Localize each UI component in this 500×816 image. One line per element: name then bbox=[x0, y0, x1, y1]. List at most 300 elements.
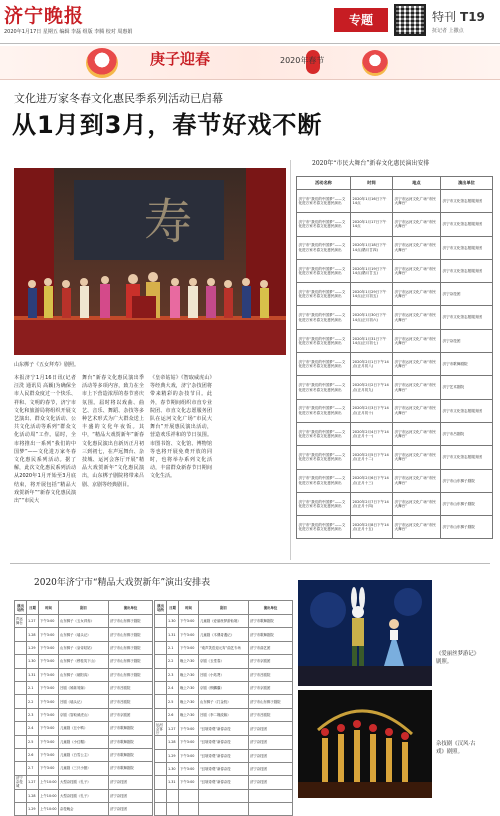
table-cell: 济宁市歌舞剧院 bbox=[249, 615, 293, 628]
table-cell bbox=[155, 762, 167, 775]
table-cell: 2.7 bbox=[27, 762, 39, 775]
table-cell: 2.5 bbox=[167, 695, 179, 708]
table-cell: 京剧《锁麟囊》 bbox=[199, 681, 249, 694]
table-cell: 济宁市运河文化广场“市民大舞台” bbox=[393, 422, 441, 445]
table-cell: 济宁市“我们的中国梦”——文化进万家冬春文化惠民演出 bbox=[297, 399, 351, 422]
table-cell: 1.30 bbox=[167, 762, 179, 775]
table-cell: 济宁市文化馆志愿服务团 bbox=[441, 306, 493, 329]
table-cell: 济宁市文化馆志愿服务团 bbox=[441, 399, 493, 422]
table-row bbox=[155, 628, 293, 641]
table-cell bbox=[155, 641, 167, 654]
table-cell: 济宁杂技团 bbox=[109, 803, 153, 816]
table-cell: 2020年2月1日下午14点(正月初八) bbox=[351, 353, 393, 376]
table-cell: 济宁杂技团 bbox=[249, 762, 293, 775]
table-cell bbox=[155, 803, 167, 816]
table-cell bbox=[15, 708, 27, 721]
table-cell bbox=[155, 776, 167, 789]
table-cell: 上午10:00 bbox=[39, 803, 59, 816]
table-cell bbox=[155, 628, 167, 641]
article-kicker: 文化进万家冬春文化惠民季系列活动已启幕 bbox=[14, 92, 223, 105]
table-cell: 2.2 bbox=[167, 655, 179, 668]
table-cell: 1.29 bbox=[27, 803, 39, 816]
opera-stage-illustration bbox=[14, 168, 286, 355]
page-number: T19 bbox=[460, 10, 485, 24]
table-row bbox=[297, 446, 493, 469]
table-cell: 下午3:00 bbox=[179, 736, 199, 749]
qr-code-pattern bbox=[396, 6, 424, 34]
table-cell: 晚上7:30 bbox=[179, 695, 199, 708]
table-header-cell: 演出场所 bbox=[15, 601, 27, 615]
table-cell: 济宁杂技城 bbox=[15, 775, 27, 789]
table-cell: 1.29 bbox=[167, 749, 179, 762]
table-header-row bbox=[297, 177, 493, 190]
table-cell: 济宁市文化馆志愿服务团 bbox=[441, 236, 493, 259]
table-cell: “幻境奇观”新春杂技 bbox=[199, 722, 249, 736]
table-cell: 1.27 bbox=[167, 722, 179, 736]
table-row bbox=[155, 776, 293, 789]
table-row bbox=[297, 190, 493, 213]
table-cell: 济宁市歌舞剧院 bbox=[249, 628, 293, 641]
table-header-cell: 剧目 bbox=[59, 601, 109, 615]
table-cell bbox=[15, 748, 27, 761]
table-cell: 济宁市运河文化广场“市民大舞台” bbox=[393, 353, 441, 376]
table-cell: 下午3:00 bbox=[179, 628, 199, 641]
table-cell: 2.1 bbox=[27, 681, 39, 694]
table-cell: 济宁市山东梆子剧院 bbox=[441, 516, 493, 539]
table-cell: 济宁市吕剧院 bbox=[441, 422, 493, 445]
table-cell: 济宁市“我们的中国梦”——文化进万家冬春文化惠民演出 bbox=[297, 492, 351, 515]
table-cell: 下午3:00 bbox=[39, 668, 59, 681]
table-row bbox=[155, 722, 293, 736]
table-cell: “欢声笑语迎元宵”曲艺专场 bbox=[199, 641, 249, 654]
table-cell: 济宁市运河文化广场“市民大舞台” bbox=[393, 492, 441, 515]
table-cell bbox=[15, 735, 27, 748]
table-cell: 济宁杂技团 bbox=[249, 776, 293, 789]
table-row bbox=[155, 655, 293, 668]
table-cell: 济宁市运河文化广场“市民大舞台” bbox=[393, 190, 441, 213]
table-cell: 2020年1月18日下午14点(腊月廿四) bbox=[351, 236, 393, 259]
table-cell: “幻境奇观”新春杂技 bbox=[199, 776, 249, 789]
table-cell: 吕剧《墙头记》 bbox=[59, 695, 109, 708]
table-cell: 大型杂技剧《孔子》 bbox=[59, 775, 109, 789]
table-cell: “幻境奇观”新春杂技 bbox=[199, 736, 249, 749]
table-cell: 山东梆子《打金枝》 bbox=[199, 695, 249, 708]
table-cell: 儿童剧《小红帽》 bbox=[59, 735, 109, 748]
table-cell bbox=[179, 789, 199, 802]
table-cell bbox=[15, 722, 27, 735]
table-cell: 济宁市运河文化广场“市民大舞台” bbox=[393, 399, 441, 422]
table-cell: 济宁市“我们的中国梦”——文化进万家冬春文化惠民演出 bbox=[297, 446, 351, 469]
table-cell: 济宁市运河文化广场“市民大舞台” bbox=[393, 236, 441, 259]
table-cell bbox=[15, 695, 27, 708]
table-row bbox=[15, 775, 153, 789]
table-cell: 声远舞台 bbox=[15, 615, 27, 628]
table-row bbox=[297, 259, 493, 282]
table-cell: 济宁市文化馆志愿服务团 bbox=[441, 213, 493, 236]
table-cell: 1.28 bbox=[167, 736, 179, 749]
table-cell: 济宁市歌舞剧院 bbox=[441, 353, 493, 376]
table-cell: 济宁市歌舞剧院 bbox=[109, 748, 153, 761]
alice-stage-photo bbox=[298, 580, 432, 686]
table-cell bbox=[155, 681, 167, 694]
table-cell: 济宁市运河文化广场“市民大舞台” bbox=[393, 446, 441, 469]
table-cell: 济宁市歌舞剧院 bbox=[109, 722, 153, 735]
table-row bbox=[297, 516, 493, 539]
table-cell: 济宁市“我们的中国梦”——文化进万家冬春文化惠民演出 bbox=[297, 283, 351, 306]
table2-title: 2020年济宁市“精品大戏贺新年”演出安排表 bbox=[34, 578, 211, 588]
table-cell: 儿童剧《丑小鸭》 bbox=[59, 722, 109, 735]
table-cell: 1.28 bbox=[27, 628, 39, 641]
table-cell: 下午3:00 bbox=[179, 615, 199, 628]
table-cell: 济宁杂技团 bbox=[109, 789, 153, 802]
table-header-cell: 日期 bbox=[27, 601, 39, 615]
table-row bbox=[155, 615, 293, 628]
table-cell: 下午3:00 bbox=[39, 748, 59, 761]
table-row bbox=[297, 236, 493, 259]
table-row bbox=[155, 789, 293, 802]
table-cell: 2020年1月19日下午14点(腊月廿五) bbox=[351, 259, 393, 282]
table-cell: 1.31 bbox=[27, 668, 39, 681]
table-header-cell: 演出单位 bbox=[109, 601, 153, 615]
table-cell: 济宁市吕剧院 bbox=[249, 668, 293, 681]
table-header-cell: 时间 bbox=[351, 177, 393, 190]
table-cell: 济宁市山东梆子剧院 bbox=[109, 615, 153, 628]
table-cell: 儿童剧《三只小猪》 bbox=[59, 762, 109, 775]
table-cell: 济宁市“我们的中国梦”——文化进万家冬春文化惠民演出 bbox=[297, 213, 351, 236]
article-column-2: 舞台”新春文化惠民演出季活动等多项内容，致力在全市上下营造浓厚的春节喜庆氛围。届时将以戏曲、曲艺、音乐、舞蹈、杂技等多种艺术形式为广大群众送上丰盛的文化年夜饭。其中，“精品大戏贺新年”新春文化惠民演出自新历正月初三到初七，在声远舞台、杂技城、运河会客厅开展“精品大戏贺新年”文化惠民演出，山东梆子剧院将带来吕剧、京剧等经典剧目。 bbox=[82, 375, 144, 488]
table-cell: 2020年2月5日下午14点(正月十二) bbox=[351, 446, 393, 469]
table-row bbox=[297, 422, 493, 445]
table-cell: 儿童剧《木偶奇遇记》 bbox=[199, 628, 249, 641]
table-cell: 吕剧《小姑贤》 bbox=[199, 668, 249, 681]
section-divider bbox=[10, 563, 490, 564]
table-cell bbox=[155, 615, 167, 628]
page-label bbox=[432, 10, 485, 26]
table-cell: 下午3:00 bbox=[39, 615, 59, 628]
table-cell bbox=[155, 655, 167, 668]
table-cell: 2020年2月2日下午14点(正月初九) bbox=[351, 376, 393, 399]
table-row bbox=[15, 655, 153, 668]
article-headline: 从1月到3月，春节好戏不断 bbox=[12, 111, 323, 139]
table-row bbox=[297, 213, 493, 236]
table-cell: 济宁市曲艺团 bbox=[249, 641, 293, 654]
table-header-cell: 日期 bbox=[167, 601, 179, 615]
table-cell: 上午10:00 bbox=[39, 775, 59, 789]
table-cell: 儿童剧《爱丽丝梦游仙境》 bbox=[199, 615, 249, 628]
table-row bbox=[155, 695, 293, 708]
table-cell: 济宁市运河文化广场“市民大舞台” bbox=[393, 516, 441, 539]
table-cell: 2.4 bbox=[167, 681, 179, 694]
photo-caption: 山东梆子《五女拜寿》剧照。 bbox=[14, 362, 80, 368]
banner-year: 2020年春节 bbox=[280, 56, 325, 65]
table-cell bbox=[199, 803, 249, 816]
table-cell: 济宁市运河文化广场“市民大舞台” bbox=[393, 213, 441, 236]
table-cell: 济宁市文化馆志愿服务团 bbox=[441, 259, 493, 282]
table-cell: 山东梆子《朝阳沟》 bbox=[59, 668, 109, 681]
table-row bbox=[15, 762, 153, 775]
article-column-3: 《皇帝姑姑》《智取威虎山》等经典大戏，济宁杂技团将带来精彩的杂技节目。此外，春节期间组织市直专业院团、市直文化志愿服务团队在运河文化广场“市民大舞台”开展惠民演出活动，营造欢乐祥和的节日氛围。市图书馆、文化馆、博物馆等也将开展免费开放的同时，也将举办系列文化活动，丰富群众新春节日期间文化生活。 bbox=[150, 375, 212, 480]
table-cell: 济宁市“我们的中国梦”——文化进万家冬春文化惠民演出 bbox=[297, 469, 351, 492]
table-cell bbox=[155, 749, 167, 762]
table-header-cell: 演出场所 bbox=[155, 601, 167, 615]
table-cell bbox=[15, 789, 27, 802]
special-label: 专题 bbox=[334, 8, 388, 32]
table-row bbox=[155, 668, 293, 681]
table-cell bbox=[199, 789, 249, 802]
festival-banner bbox=[0, 46, 500, 80]
table-header-cell: 活动名称 bbox=[297, 177, 351, 190]
table-cell: 济宁市“我们的中国梦”——文化进万家冬春文化惠民演出 bbox=[297, 306, 351, 329]
banner-title: 庚子迎春 bbox=[150, 50, 211, 68]
table-cell: 济宁市文化馆志愿服务团 bbox=[441, 446, 493, 469]
table-cell: 济宁杂技团 bbox=[441, 283, 493, 306]
table-cell: 晚上7:30 bbox=[179, 681, 199, 694]
table-row bbox=[15, 628, 153, 641]
table-cell: 2.5 bbox=[27, 735, 39, 748]
page-section: 特刊 bbox=[432, 10, 457, 24]
table-cell: 济宁市运河文化广场“市民大舞台” bbox=[393, 283, 441, 306]
table-cell: “幻境奇观”新春杂技 bbox=[199, 762, 249, 775]
table-row bbox=[297, 376, 493, 399]
table-cell bbox=[15, 803, 27, 816]
article-column-1: 本报济宁1月16日讯(记者 汪洗 通讯员 高颖)为确保全市人民群众度过一个快乐、祥和、文明的春节，济宁市文化和旅游局将组织开展文艺演出、群众文化活动、公共文化活动等系列“群众文化活动周”工作。届时，全市将推出一系列“我们的中国梦”——文化进万家冬春文化惠民系列活动。据了解，此次文化惠民系列活动从2020年1月开始至3月底结束，将开展包括“精品大戏贺新年”“新春文化惠民演出”“市民大 bbox=[14, 375, 76, 505]
table-row bbox=[297, 469, 493, 492]
acrobatics-stage-photo bbox=[298, 690, 432, 798]
table-cell: 2020年1月17日下午14点 bbox=[351, 213, 393, 236]
table-cell: 济宁杂技团 bbox=[441, 329, 493, 352]
table-cell: 济宁市京剧团 bbox=[109, 708, 153, 721]
table-cell: 2020年2月3日下午14点(正月初十) bbox=[351, 399, 393, 422]
table-row bbox=[15, 735, 153, 748]
table-cell: 2.3 bbox=[167, 668, 179, 681]
table-cell: 下午3:00 bbox=[179, 749, 199, 762]
table-cell: 济宁市“我们的中国梦”——文化进万家冬春文化惠民演出 bbox=[297, 190, 351, 213]
table-row bbox=[15, 681, 153, 694]
performance-schedule-table bbox=[296, 176, 493, 539]
table-cell: 济宁市运河文化广场“市民大舞台” bbox=[393, 259, 441, 282]
table-cell: 济宁杂技团 bbox=[249, 736, 293, 749]
table-cell bbox=[155, 695, 167, 708]
table-cell: 济宁市“我们的中国梦”——文化进万家冬春文化惠民演出 bbox=[297, 376, 351, 399]
table-cell: 杂技晚会 bbox=[59, 803, 109, 816]
table-cell: 济宁市歌舞剧院 bbox=[109, 762, 153, 775]
table-header-cell: 演出单位 bbox=[249, 601, 293, 615]
table-cell: 山东梆子《墙头记》 bbox=[59, 628, 109, 641]
table-cell: 2.3 bbox=[27, 708, 39, 721]
table-row bbox=[15, 641, 153, 654]
table-cell: 济宁市“我们的中国梦”——文化进万家冬春文化惠民演出 bbox=[297, 329, 351, 352]
table-cell: 济宁杂技团 bbox=[249, 749, 293, 762]
table-cell: 上午10:00 bbox=[39, 789, 59, 802]
table-cell: 下午3:00 bbox=[39, 708, 59, 721]
table-row bbox=[155, 708, 293, 721]
table-row bbox=[297, 329, 493, 352]
table-header-cell: 时间 bbox=[39, 601, 59, 615]
table-row bbox=[155, 641, 293, 654]
table-row bbox=[15, 668, 153, 681]
table-cell: 济宁艺术剧院 bbox=[441, 376, 493, 399]
table-cell bbox=[249, 789, 293, 802]
table-cell: 吕剧《姊妹易嫁》 bbox=[59, 681, 109, 694]
svg-text:寿: 寿 bbox=[144, 194, 193, 250]
table-cell: 下午3:00 bbox=[179, 762, 199, 775]
acrobatics-illustration bbox=[298, 690, 432, 798]
table-row bbox=[155, 681, 293, 694]
table-cell: 2020年2月6日下午14点(正月十三) bbox=[351, 469, 393, 492]
table-cell: 下午3:00 bbox=[39, 681, 59, 694]
table-cell: 下午3:00 bbox=[39, 628, 59, 641]
column-divider bbox=[290, 160, 291, 560]
table-cell: 济宁市山东梆子剧院 bbox=[109, 641, 153, 654]
table-cell: 济宁市运河文化广场“市民大舞台” bbox=[393, 469, 441, 492]
boutique-schedule-table-right bbox=[154, 600, 293, 816]
table-row bbox=[15, 708, 153, 721]
table-cell: 吕剧《李二嫂改嫁》 bbox=[199, 708, 249, 721]
table-header-cell: 剧目 bbox=[199, 601, 249, 615]
table-cell: 下午3:00 bbox=[39, 641, 59, 654]
table-cell: 济宁市“我们的中国梦”——文化进万家冬春文化惠民演出 bbox=[297, 422, 351, 445]
table-cell: 下午3:00 bbox=[179, 776, 199, 789]
table-row bbox=[297, 306, 493, 329]
table-cell: 1.30 bbox=[27, 655, 39, 668]
table-cell: 1.31 bbox=[167, 628, 179, 641]
table-header-cell: 地点 bbox=[393, 177, 441, 190]
table-cell bbox=[15, 668, 27, 681]
table-cell bbox=[155, 736, 167, 749]
mouse-mascot-icon bbox=[362, 50, 388, 76]
dateline: 2020年1月17日 星期五 编辑 李磊 组版 李腾 校对 周惠娟 bbox=[4, 29, 133, 35]
table-cell: 运河会客厅 bbox=[155, 722, 167, 736]
table-cell bbox=[167, 803, 179, 816]
table-cell: 2020年1月30日下午14点(正月初六) bbox=[351, 306, 393, 329]
table-cell: 2020年2月7日下午14点(正月十四) bbox=[351, 492, 393, 515]
table-cell: 下午3:00 bbox=[39, 695, 59, 708]
table-cell: 山东梆子《皇帝姑姑》 bbox=[59, 641, 109, 654]
table-row bbox=[15, 748, 153, 761]
alice-photo-caption: 《爱丽丝梦游记》剧照。 bbox=[436, 651, 480, 665]
table-cell: 2020年2月4日下午14点(正月十一) bbox=[351, 422, 393, 445]
table-cell: 2020年2月8日下午14点(正月十五) bbox=[351, 516, 393, 539]
opera-stage-photo bbox=[14, 168, 286, 355]
boutique-schedule-table-left bbox=[14, 600, 153, 816]
table-header-cell: 时间 bbox=[179, 601, 199, 615]
table-cell: 1.27 bbox=[27, 615, 39, 628]
table-cell: 济宁市歌舞剧院 bbox=[109, 735, 153, 748]
table-row bbox=[15, 722, 153, 735]
table-cell bbox=[155, 668, 167, 681]
table-cell: 2020年1月29日下午14点(正月初五) bbox=[351, 283, 393, 306]
table1-title: 2020年“市民大舞台”新春文化惠民演出安排 bbox=[312, 160, 430, 167]
table-row bbox=[297, 492, 493, 515]
table-cell bbox=[15, 641, 27, 654]
page-subtag: 抚记者 上撒点 bbox=[432, 28, 464, 34]
table-cell: 济宁杂技团 bbox=[249, 722, 293, 736]
table-cell: 济宁市京剧团 bbox=[249, 655, 293, 668]
table-cell: 济宁市吕剧院 bbox=[249, 708, 293, 721]
table-cell bbox=[155, 789, 167, 802]
table-row bbox=[15, 789, 153, 802]
table-cell: 1.29 bbox=[27, 641, 39, 654]
table-cell: 下午3:00 bbox=[39, 655, 59, 668]
table-cell: 济宁市京剧团 bbox=[249, 681, 293, 694]
table-cell bbox=[249, 803, 293, 816]
table-header-row bbox=[15, 601, 153, 615]
table-cell: 济宁市山东梆子剧院 bbox=[249, 695, 293, 708]
table-cell: 2.1 bbox=[167, 641, 179, 654]
newspaper-logo: 济宁晚报 bbox=[4, 5, 85, 27]
table-cell: 下午3:00 bbox=[179, 641, 199, 654]
table-cell: 1.28 bbox=[27, 789, 39, 802]
table-cell: 京剧《玉堂春》 bbox=[199, 655, 249, 668]
table-cell: 下午3:00 bbox=[39, 735, 59, 748]
table-cell: 下午3:00 bbox=[39, 722, 59, 735]
table-cell: 1.31 bbox=[167, 776, 179, 789]
table-cell: 下午3:00 bbox=[179, 722, 199, 736]
acrobatics-photo-caption: 杂技剧《汉风·古戏》剧照。 bbox=[436, 741, 476, 755]
table-header-row bbox=[155, 601, 293, 615]
table-cell bbox=[179, 803, 199, 816]
table-row bbox=[155, 736, 293, 749]
table-cell bbox=[15, 628, 27, 641]
table-cell bbox=[167, 789, 179, 802]
table-cell: 山东梆子《穆桂英下山》 bbox=[59, 655, 109, 668]
table-cell: 2.6 bbox=[27, 748, 39, 761]
table-row bbox=[155, 803, 293, 816]
table-cell bbox=[15, 762, 27, 775]
table-row bbox=[297, 283, 493, 306]
table-row bbox=[155, 762, 293, 775]
table-cell: 济宁市山东梆子剧院 bbox=[441, 492, 493, 515]
table-cell: 山东梆子《五女拜寿》 bbox=[59, 615, 109, 628]
mouse-mascot-icon bbox=[86, 48, 118, 78]
table-cell: 大型杂技剧《孔子》 bbox=[59, 789, 109, 802]
table-cell: 2.4 bbox=[27, 722, 39, 735]
table-cell bbox=[15, 655, 27, 668]
table-row bbox=[155, 749, 293, 762]
table-row bbox=[15, 803, 153, 816]
table-header-cell: 演出单位 bbox=[441, 177, 493, 190]
table-cell: 济宁市文化馆志愿服务团 bbox=[441, 190, 493, 213]
table-cell: 晚上7:30 bbox=[179, 655, 199, 668]
table-cell: 济宁市运河文化广场“市民大舞台” bbox=[393, 329, 441, 352]
table-cell: 济宁市山东梆子剧院 bbox=[109, 668, 153, 681]
table-cell: 济宁市“我们的中国梦”——文化进万家冬春文化惠民演出 bbox=[297, 236, 351, 259]
table-cell: 济宁市运河文化广场“市民大舞台” bbox=[393, 306, 441, 329]
table-row bbox=[297, 399, 493, 422]
table-cell: 晚上7:30 bbox=[179, 708, 199, 721]
table-cell: 济宁市“我们的中国梦”——文化进万家冬春文化惠民演出 bbox=[297, 353, 351, 376]
table-cell: 济宁市吕剧院 bbox=[109, 681, 153, 694]
table-cell: 济宁市山东梆子剧院 bbox=[441, 469, 493, 492]
table-cell: 济宁市运河文化广场“市民大舞台” bbox=[393, 376, 441, 399]
table-row bbox=[15, 695, 153, 708]
table-cell: 济宁市“我们的中国梦”——文化进万家冬春文化惠民演出 bbox=[297, 259, 351, 282]
table-cell: 下午3:00 bbox=[39, 762, 59, 775]
article-column-4 bbox=[218, 374, 286, 554]
table-cell: 济宁杂技团 bbox=[109, 775, 153, 789]
table-row bbox=[297, 353, 493, 376]
table-cell: 2020年1月31日下午14点(正月初七) bbox=[351, 329, 393, 352]
table-cell: 1.27 bbox=[27, 775, 39, 789]
table-cell: 济宁市山东梆子剧院 bbox=[109, 628, 153, 641]
table-row bbox=[15, 615, 153, 628]
table-cell: 晚上7:30 bbox=[179, 668, 199, 681]
table-cell: “幻境奇观”新春杂技 bbox=[199, 749, 249, 762]
alice-illustration bbox=[298, 580, 432, 686]
table-cell: 济宁市山东梆子剧院 bbox=[109, 655, 153, 668]
table-cell: 1.30 bbox=[167, 615, 179, 628]
table-cell bbox=[155, 708, 167, 721]
